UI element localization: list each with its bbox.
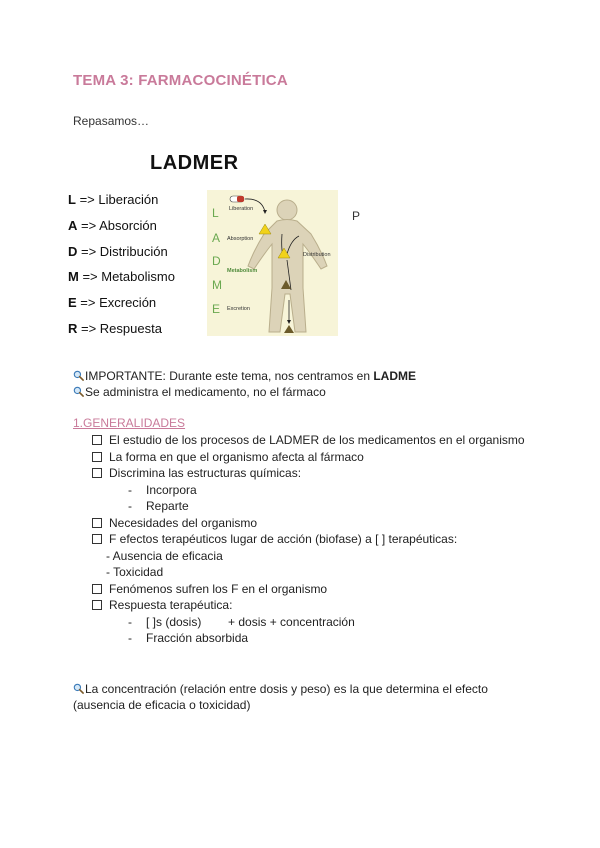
checkbox-icon bbox=[92, 534, 102, 544]
sub-item: - [ ]s (dosis) + dosis + concentración bbox=[128, 614, 355, 629]
ladme-body-diagram bbox=[207, 190, 338, 336]
sub-item: - Ausencia de eficacia bbox=[106, 548, 223, 563]
list-item: Respuesta terapéutica: bbox=[92, 597, 532, 614]
magnifier-icon bbox=[73, 386, 84, 397]
page-title: TEMA 3: FARMACOCINÉTICA bbox=[73, 72, 288, 89]
intro-text: Repasamos… bbox=[73, 114, 150, 128]
diagram-letter-m: M bbox=[212, 278, 222, 292]
mnemonic-r: R => Respuesta bbox=[68, 321, 162, 336]
checkbox-icon bbox=[92, 518, 102, 528]
mnemonic-a: A => Absorción bbox=[68, 218, 157, 233]
checkbox-icon bbox=[92, 452, 102, 462]
diagram-letter-a: A bbox=[212, 231, 221, 245]
magnifier-icon bbox=[73, 370, 84, 381]
checkbox-icon bbox=[92, 600, 102, 610]
ladmer-figure bbox=[57, 146, 343, 338]
figure-title: LADMER bbox=[150, 152, 239, 174]
diagram-letter-e: E bbox=[212, 302, 221, 316]
list-item: La forma en que el organismo afecta al fármaco bbox=[92, 449, 532, 466]
diagram-letter-l: L bbox=[212, 206, 219, 220]
label-distribution: Distribution bbox=[303, 252, 331, 258]
label-metabolism: Metabolism bbox=[227, 268, 258, 274]
mnemonic-d: D => Distribución bbox=[68, 244, 168, 259]
label-liberation: Liberation bbox=[229, 206, 254, 212]
list-item: Necesidades del organismo bbox=[92, 515, 532, 532]
conclusion-note: La concentración (relación entre dosis y peso) es la que determina el efecto (ausencia de eficacia o toxicidad) bbox=[73, 682, 488, 712]
list-item: El estudio de los procesos de LADMER de los medicamentos en el organismo bbox=[92, 432, 532, 449]
checkbox-icon bbox=[92, 584, 102, 594]
aside-letter: P bbox=[352, 209, 361, 223]
list-item: F efectos terapéuticos lugar de acción (biofase) a [ ] terapéuticas: bbox=[92, 531, 532, 548]
sub-item: - Fracción absorbida bbox=[128, 631, 249, 645]
important-note: IMPORTANTE: Durante este tema, nos centramos en LADME bbox=[73, 369, 416, 383]
sub-item: - Reparte bbox=[128, 499, 189, 513]
checkbox-icon bbox=[92, 468, 102, 478]
list-item: Fenómenos sufren los F en el organismo bbox=[92, 581, 532, 598]
checkbox-icon bbox=[92, 435, 102, 445]
generalidades-list bbox=[92, 432, 532, 647]
list-item: Discrimina las estructuras químicas: bbox=[92, 465, 532, 482]
administered-note: Se administra el medicamento, no el fármaco bbox=[73, 385, 326, 399]
sub-item: - Toxicidad bbox=[106, 565, 164, 579]
label-absorption: Absorption bbox=[227, 236, 254, 242]
diagram-letter-d: D bbox=[212, 254, 221, 268]
mnemonic-m: M => Metabolismo bbox=[68, 269, 175, 284]
magnifier-icon bbox=[73, 683, 84, 694]
sub-item: - Incorpora bbox=[128, 482, 197, 497]
mnemonic-l: L => Liberación bbox=[68, 192, 159, 207]
label-excretion: Excretion bbox=[227, 306, 250, 312]
human-body-illustration bbox=[207, 190, 338, 336]
section-heading[interactable]: 1.GENERALIDADES bbox=[73, 416, 186, 430]
mnemonic-e: E => Excreción bbox=[68, 295, 157, 310]
